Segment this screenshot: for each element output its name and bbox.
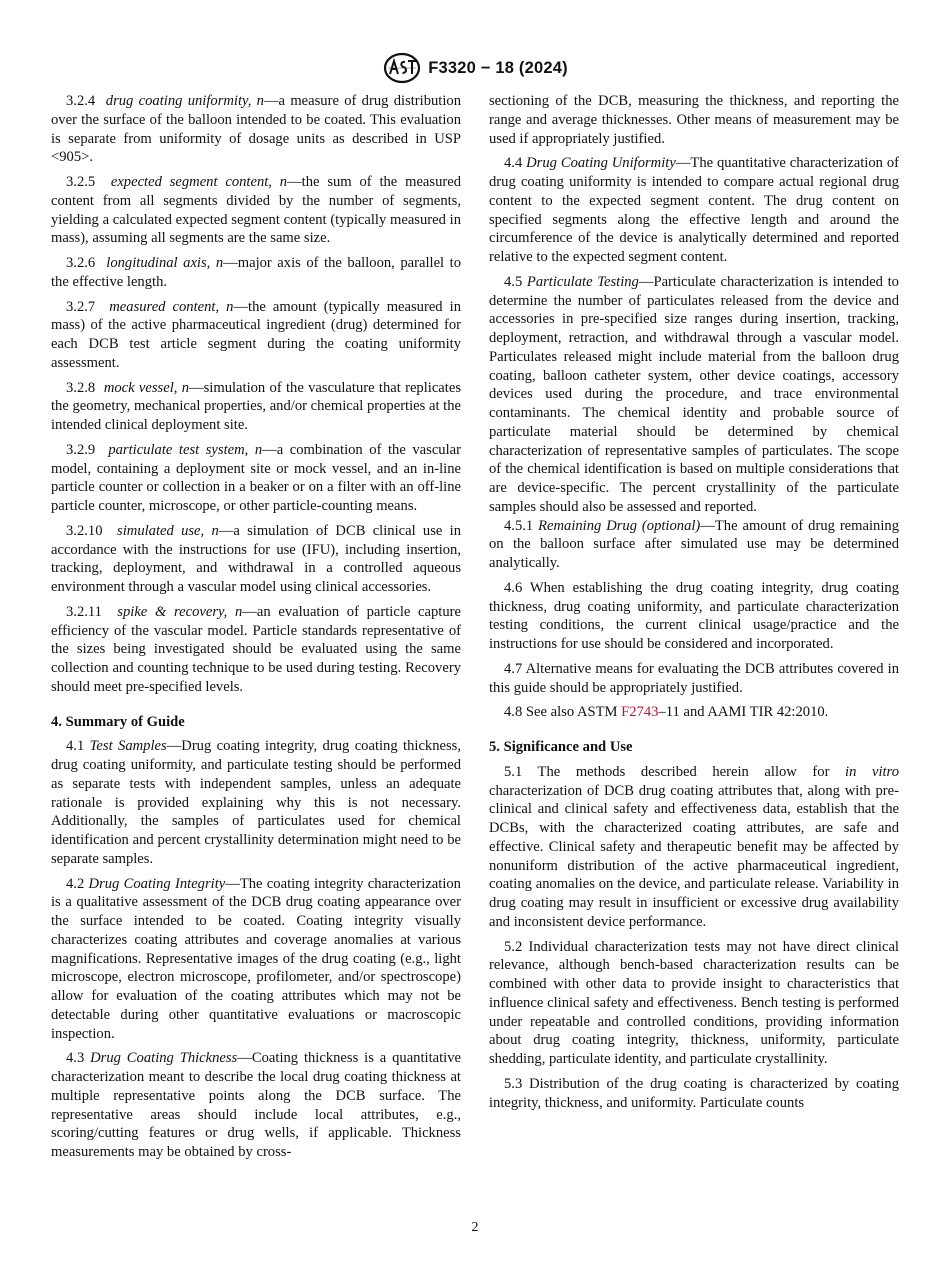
- paragraph-4-2: 4.2 Drug Coating Integrity—The coating integrity characterization is a qualitative assessment of the DCB drug coating appearance over the surface intended to be coated. Coating integrity visually characterizes coating attributes and coverage anomalies at various magnifications. Representative images of the drug coating (e.g., light microscope, electron microscope, profilometer, and/or spectroscope) allow for evaluation of the coating attributes which may not be detectable during other quantitative evaluations or macroscopic inspection.: [51, 875, 461, 1042]
- paragraph-5-3: 5.3 Distribution of the drug coating is characterized by coating integrity, thickness, and uniformity. Particulate counts: [489, 1075, 899, 1111]
- definition-3-2-4: 3.2.4 drug coating uniformity, n—a measure of drug distribution over the surface of the balloon intended to be coated. This evaluation is separate from uniformity of dosage units as described in USP <905>.: [51, 93, 462, 166]
- paragraph-4-5-1: 4.5.1 Remaining Drug (optional)—The amount of drug remaining on the balloon surface after simulated use may be determined analytically.: [489, 517, 899, 571]
- definition-3-2-9: 3.2.9 particulate test system, n—a combination of the vascular model, containing a deployment site or mock vessel, and an in-line particle counter or collection in a beaker or on a filter with an off-line particle counter, microscope, or other particle-counting means.: [51, 441, 461, 514]
- paragraph-4-1: 4.1 Test Samples—Drug coating integrity, drug coating thickness, drug coating uniformity, and particulate testing should be performed as separate tests with independent samples, unless an adequate rationale is provided explaining why this is not necessary. Additionally, the samples of particulates used for chemical identification and percent crystallinity determination might need to be separate samples.: [51, 738, 462, 867]
- document-id: F3320 − 18 (2024): [428, 58, 568, 77]
- paragraph-5-1: 5.1 The methods described herein allow for in vitro characterization of DCB drug coating attributes that, along with pre-clinical and clinical safety and effectiveness data, establish that the DCBs, with the characterized coating attributes, are safe and effective. Clinical safety and therapeutic benefit may be affected by nonuniform distribution of the active pharmaceutical ingredient, coating anomalies on the device, and particulate release. Variability in drug coating may result in insufficient or excessive drug availability and inconsistent device performance.: [489, 763, 899, 930]
- section-5-heading: 5. Significance and Use: [489, 739, 633, 755]
- definition-3-2-7: 3.2.7 measured content, n—the amount (typically measured in mass) of the active pharmaceutical ingredient (drug) determined for each DCB test article segment during the coating uniformity assessment.: [51, 298, 461, 371]
- paragraph-5-2: 5.2 Individual characterization tests may not have direct clinical relevance, although bench-based characterization results can be combined with other data to provide insight to characteristics that influence clinical safety and effectiveness. Bench testing is performed under repeatable and controlled conditions, providing information about drug coating integrity, thickness, uniformity, particulate shedding, particulate identity, and particulate crystallinity.: [489, 938, 899, 1067]
- astm-logo-icon: [382, 52, 422, 84]
- astm-f2743-link[interactable]: F2743: [621, 704, 659, 721]
- right-column: [489, 92, 899, 1118]
- paragraph-4-6: 4.6 When establishing the drug coating integrity, drug coating thickness, drug coating uniformity, and particulate characterization testing conditions, the current clinical usage/practice and the instructions for use should be considered and incorporated.: [489, 579, 899, 652]
- paragraph-4-3-continued: sectioning of the DCB, measuring the thickness, and reporting the range and average thicknesses. Other means of measurement may be used if appropriately justified.: [489, 93, 899, 147]
- paragraph-4-5: 4.5 Particulate Testing—Particulate characterization is intended to determine the number of particulates released from the device and accessories in pre-specified size ranges during insertion, tracking, deployment, retraction, and withdrawal through a vascular model. Particulates released might include material from the balloon drug coating, balloon catheter system, other device coatings, accessory devices used during the procedure, and trace environmental contaminants. The chemical identity and probable source of particulate material should be determined by chemical characterization of representative samples of particulates. The scope of the chemical identification is based on multiple considerations that are device-specific. The percent crystallinity of the particulate samples should also be assessed and reported.: [489, 273, 899, 515]
- paragraph-4-8: 4.8 See also ASTM F2743–11 and AAMI TIR 42:2010.: [504, 704, 829, 721]
- page-header: [0, 52, 950, 84]
- paragraph-4-7: 4.7 Alternative means for evaluating the DCB attributes covered in this guide should be appropriately justified.: [489, 660, 899, 696]
- paragraph-4-3: 4.3 Drug Coating Thickness—Coating thickness is a quantitative characterization meant to describe the local drug coating thickness at multiple representative points along the DCB surface. The representative areas should include local attributes, e.g., scoring/cutting features or drug wells, if applicable. Thickness measurements may be obtained by cross-: [51, 1050, 461, 1160]
- definition-3-2-10: 3.2.10 simulated use, n—a simulation of DCB clinical use in accordance with the instructions for use (IFU), including insertion, tracking, deployment, and withdrawal in a controlled aqueous environment through a vascular model using clinical accessories.: [51, 522, 462, 595]
- section-4-heading: 4. Summary of Guide: [51, 713, 185, 730]
- definition-3-2-8: 3.2.8 mock vessel, n—simulation of the vasculature that replicates the geometry, mechanical properties, and/or chemical properties at the intended clinical deployment site.: [51, 379, 461, 433]
- definition-3-2-11: 3.2.11 spike & recovery, n—an evaluation of particle capture efficiency of the vascular model. Particle standards representative of the sizes being investigated should be evaluated using the same collection and counting technique to be used during testing. Recovery should meet pre-specified levels.: [51, 603, 461, 695]
- left-column: [51, 92, 461, 1162]
- page-number: 2: [471, 1220, 479, 1235]
- paragraph-4-4: 4.4 Drug Coating Uniformity—The quantitative characterization of drug coating uniformity is intended to compare actual regional drug content to the expected segment content. The drug content on specified segments along the effective length and around the circumference of the device is analytically determined and reported relative to the expected segment content.: [489, 155, 899, 265]
- definition-3-2-6: 3.2.6 longitudinal axis, n—major axis of the balloon, parallel to the effective length.: [51, 255, 462, 290]
- definition-3-2-5: 3.2.5 expected segment content, n—the sum of the measured content from all segments divided by the number of segments, yielding a calculated expected segment content (typically measured in mass), assuming all segments are the same size.: [51, 174, 462, 247]
